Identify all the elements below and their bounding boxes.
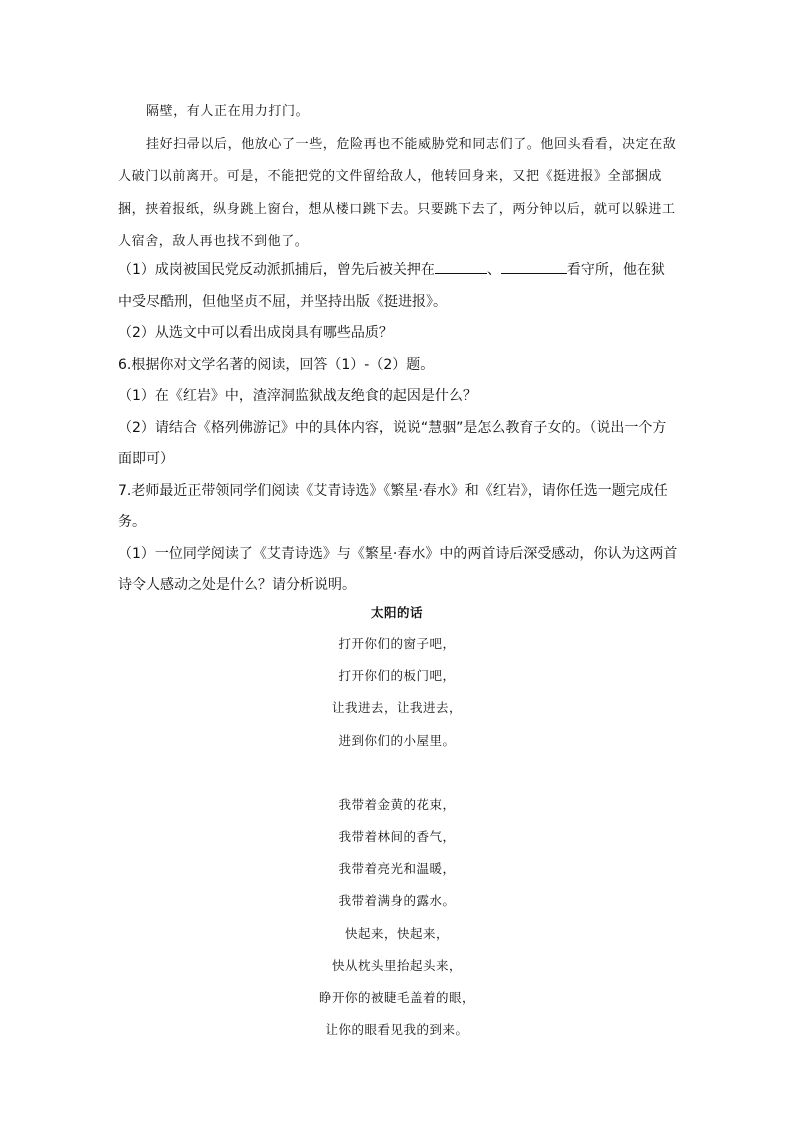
poem-title: 太阳的话 [370, 605, 423, 620]
poem-line: 睁开你的被睫毛盖着的眼， [318, 990, 475, 1006]
passage-paragraph-1: 隔壁，有人正在用力打门。 [146, 104, 310, 119]
poem [272, 598, 522, 1046]
question-5-1-text-before: （1）成岗被国民党反动派抓捕后，曾先后被关押在 [118, 262, 435, 278]
poem-line: 快起来，快起来， [344, 925, 449, 941]
poem-line: 快从枕头里抬起头来， [331, 957, 462, 973]
poem-line: 我带着金黄的花束， [338, 796, 456, 812]
question-6: 6.根据你对文学名著的阅读，回答（1）-（2）题。 [118, 356, 435, 373]
question-7-1: （1）一位同学阅读了《艾青诗选》与《繁星·春水》中的两首诗后深受感动，你认为这两首诗令人感动之处是什么？请分析说明。 [118, 545, 678, 593]
poem-line: 进到你们的小屋里。 [338, 732, 456, 748]
answer-blank-1[interactable] [435, 259, 487, 274]
question-5-1 [118, 255, 678, 318]
reading-passage [118, 96, 678, 259]
poem-line: 我带着林间的香气， [338, 829, 456, 845]
poem-line: 我带着满身的露水。 [338, 893, 456, 909]
poem-line: 打开你们的窗子吧， [338, 636, 456, 651]
question-5-1-separator: 、 [486, 262, 501, 278]
answer-blank-2[interactable] [501, 259, 567, 274]
poem-line: 我带着亮光和温暖， [338, 861, 456, 877]
question-6-2: （2）请结合《格列佛游记》中的具体内容，说说“慧骃”是怎么教育子女的。（说出一个方面即可） [118, 419, 667, 467]
question-5-2: （2）从选文中可以看出成岗具有哪些品质？ [118, 325, 393, 341]
stanza-gap [272, 757, 522, 789]
passage-paragraph-2: 挂好扫帚以后，他放心了一些，危险再也不能威胁党和同志们了。他回头看看，决定在敌人破门以前离开。可是，不能把党的文件留给敌人，他转回身来，又把《挺进报》全部捆成捆，挟着报纸，纵身跳上窗台，想从楼口跳下去。只要跳下去了，两分钟以后，就可以躲进工人宿舍，敌人再也找不到他了。 [118, 136, 677, 249]
poem-line: 让我进去，让我进去， [331, 700, 462, 716]
poem-line: 打开你们的板门吧， [338, 668, 456, 684]
question-7: 7.老师最近正带领同学们阅读《艾青诗选》《繁星·春水》和《红岩》，请你任选一题完成任务。 [118, 482, 668, 530]
question-6-1: （1）在《红岩》中，渣滓洞监狱战友绝食的起因是什么？ [118, 388, 477, 404]
poem-line: 让你的眼看见我的到来。 [325, 1022, 469, 1038]
question-5-1-text-after: 看守所，他在狱中受尽酷刑，但他坚贞不屈，并坚持出版《挺进报》。 [118, 262, 665, 310]
question-section [118, 255, 678, 602]
